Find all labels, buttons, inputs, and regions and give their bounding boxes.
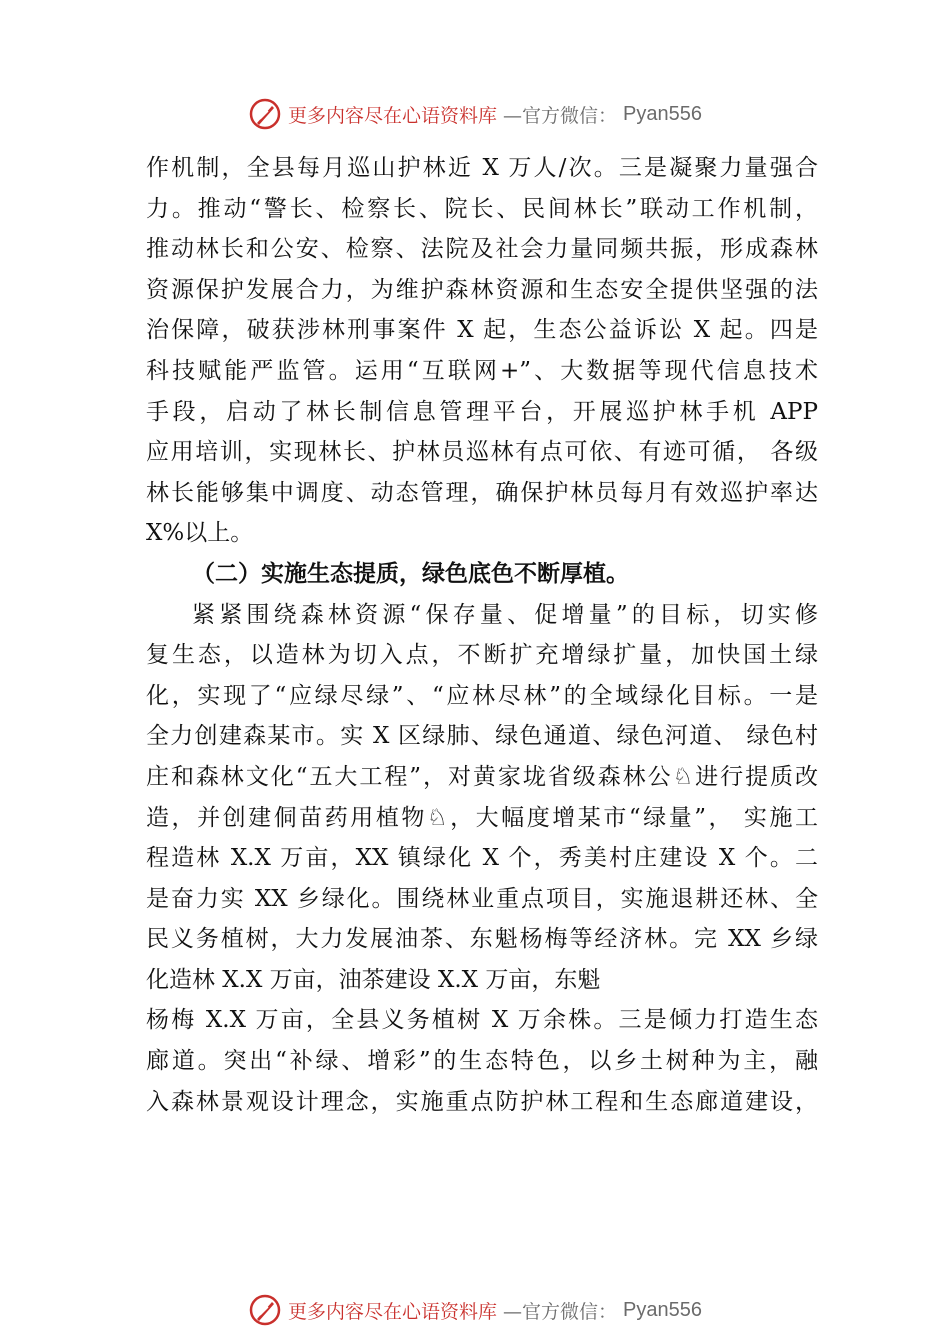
text-line: 科技赋能严监管。运用“互联网+”、大数据等现代信息技术 [146, 357, 818, 384]
text-line: 化，实现了“应绿尽绿”、“应林尽林”的全域绿化目标。一是 [146, 682, 818, 709]
text-line: 紧紧围绕森林资源“保存量、促增量”的目标，切实修 [192, 601, 818, 628]
text-line: 杨梅 X.X 万亩，全县义务植树 X 万余株。三是倾力打造生态 [146, 1007, 818, 1034]
banner-wechat-id: Pyan556 [623, 102, 702, 125]
banner-title: 更多内容尽在心语资料库 [288, 104, 498, 127]
text-line: 作机制，全县每月巡山护林近 X 万人/次。三是凝聚力量强合 [146, 155, 818, 181]
section-heading: （二）实施生态提质，绿色底色不断厚植。 [192, 559, 629, 587]
text-line: 化造林 X.X 万亩，油茶建设 X.X 万亩，东魁 [146, 966, 601, 993]
text-line: 手段，启动了林长制信息管理平台，开展巡护林手机 APP [146, 398, 818, 425]
header-banner [0, 94, 950, 134]
text-line: 廊道。突出“补绿、增彩”的生态特色，以乡土树种为主，融 [146, 1048, 818, 1075]
text-line: 力。推动“警长、检察长、院长、民间林长”联动工作机制， [146, 195, 818, 222]
footer-banner [0, 1290, 950, 1330]
banner-title: 更多内容尽在心语资料库 [288, 1300, 498, 1323]
text-line: 治保障，破获涉林刑事案件 X 起，生态公益诉讼 X 起。四是 [146, 317, 818, 344]
text-line: 应用培训，实现林长、护林员巡林有点可依、有迹可循， 各级 [146, 439, 818, 466]
banner-subtitle: —官方微信： [503, 104, 618, 127]
text-line: 推动林长和公安、检察、法院及社会力量同频共振，形成森林 [146, 236, 818, 263]
banner-subtitle: —官方微信： [503, 1300, 618, 1323]
text-line: 造，并创建侗苗药用植物♘，大幅度增某市“绿量”， 实施工 [146, 804, 818, 831]
text-line: 复生态，以造林为切入点，不断扩充增绿扩量，加快国土绿 [146, 642, 818, 669]
quill-logo-icon [248, 97, 282, 131]
text-line: 程造林 X.X 万亩，XX 镇绿化 X 个，秀美村庄建设 X 个。二 [146, 845, 818, 872]
text-line: 全力创建森某市。实 X 区绿肺、绿色通道、绿色河道、 绿色村 [146, 723, 818, 750]
text-line: 庄和森林文化“五大工程”，对黄家垅省级森林公♘进行提质改 [146, 763, 818, 790]
text-line: X%以上。 [146, 520, 254, 547]
text-line: 入森林景观设计理念，实施重点防护林工程和生态廊道建设， [146, 1088, 818, 1115]
quill-logo-icon [248, 1293, 282, 1327]
text-line: 民义务植树，大力发展油茶、东魁杨梅等经济林。完 XX 乡绿 [146, 926, 818, 953]
text-line: 资源保护发展合力，为维护森林资源和生态安全提供坚强的法 [146, 276, 818, 303]
banner-wechat-id: Pyan556 [623, 1298, 702, 1321]
text-line: 林长能够集中调度、动态管理，确保护林员每月有效巡护率达 [146, 479, 818, 506]
text-line: 是奋力实 XX 乡绿化。围绕林业重点项目，实施退耕还林、全 [146, 885, 818, 912]
document-body [146, 148, 818, 1122]
